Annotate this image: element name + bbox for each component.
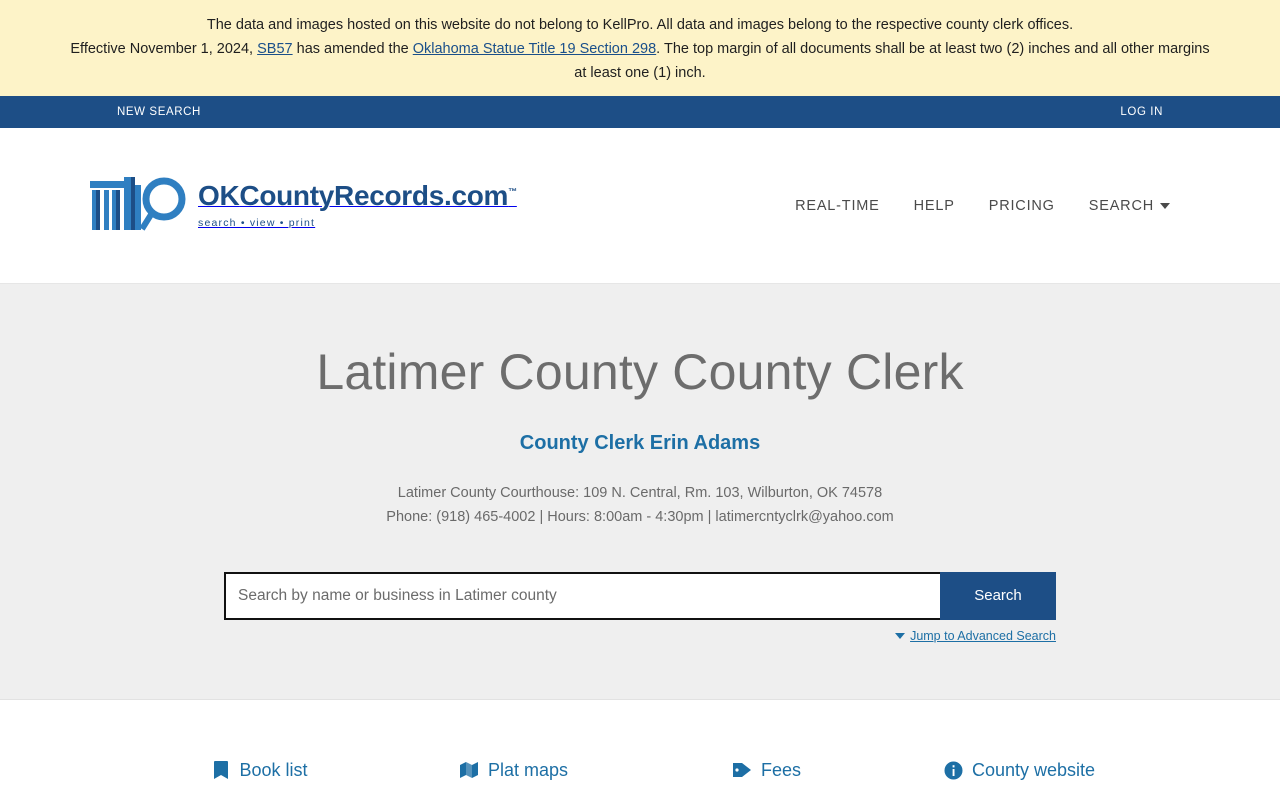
trademark-icon: ™ bbox=[508, 186, 517, 197]
main-navigation bbox=[795, 198, 1170, 214]
logo-tagline: search • view • print bbox=[198, 217, 316, 229]
county-hero-section bbox=[0, 284, 1280, 700]
quicklink-label: Plat maps bbox=[487, 759, 569, 780]
county-contact: Phone: (918) 465-4002 | Hours: 8:00am - 4:30pm | latimercntyclrk@yahoo.com bbox=[386, 508, 894, 525]
okcountyrecords-logo-icon bbox=[88, 173, 196, 239]
log-in-link[interactable]: LOG IN bbox=[1120, 106, 1163, 118]
quicklink-label: Book list bbox=[239, 759, 308, 780]
site-logo[interactable] bbox=[88, 173, 517, 239]
notice-line-2-post: . The top margin of all documents shall be at least two (2) inches and all other margins bbox=[656, 41, 1210, 57]
nav-search[interactable] bbox=[1089, 198, 1170, 214]
quicklink-county-website[interactable] bbox=[893, 760, 1146, 781]
tag-icon bbox=[732, 761, 752, 779]
sb57-link[interactable]: SB57 bbox=[257, 41, 293, 57]
info-icon bbox=[944, 761, 963, 780]
site-notice-banner bbox=[0, 0, 1280, 96]
logo-name bbox=[198, 180, 517, 211]
oklahoma-statute-link[interactable]: Oklahoma Statue Title 19 Section 298 bbox=[412, 41, 657, 57]
advanced-search-row bbox=[224, 629, 1056, 643]
logo-name-ok: OK bbox=[198, 180, 240, 211]
book-icon bbox=[213, 760, 230, 780]
notice-line-3: at least one (1) inch. bbox=[574, 65, 706, 81]
site-header bbox=[0, 128, 1280, 284]
notice-line-1: The data and images hosted on this website do not belong to KellPro. All data and images belong to the respective county clerk offices. bbox=[206, 17, 1074, 33]
new-search-link[interactable]: NEW SEARCH bbox=[117, 106, 201, 118]
logo-dotcom: .com bbox=[443, 180, 509, 211]
nav-pricing[interactable]: PRICING bbox=[988, 197, 1055, 214]
logo-wordmark bbox=[198, 182, 517, 229]
search-button[interactable]: Search bbox=[940, 572, 1056, 620]
chevron-down-icon bbox=[895, 633, 905, 639]
map-icon bbox=[459, 761, 479, 779]
page-title: Latimer County County Clerk bbox=[316, 344, 964, 400]
quicklink-book-list[interactable] bbox=[134, 760, 387, 781]
nav-real-time[interactable]: REAL-TIME bbox=[795, 197, 880, 214]
quicklink-label: County website bbox=[971, 759, 1096, 780]
notice-line-2-mid: has amended the bbox=[292, 41, 413, 57]
quicklink-label: Fees bbox=[760, 759, 802, 780]
top-utility-bar bbox=[0, 96, 1280, 128]
quicklink-plat-maps[interactable] bbox=[387, 760, 640, 781]
county-contact-block bbox=[0, 481, 1280, 529]
county-clerk-name: County Clerk Erin Adams bbox=[519, 431, 761, 454]
search-input[interactable] bbox=[224, 572, 940, 620]
quick-links-row bbox=[0, 700, 1280, 781]
search-bar bbox=[224, 572, 1056, 620]
jump-to-advanced-search-link[interactable]: Jump to Advanced Search bbox=[910, 628, 1056, 643]
chevron-down-icon bbox=[1160, 203, 1170, 209]
nav-help[interactable]: HELP bbox=[913, 197, 955, 214]
notice-line-2-pre: Effective November 1, 2024, bbox=[70, 41, 258, 57]
logo-name-rest: CountyRecords bbox=[239, 180, 444, 211]
quicklink-fees[interactable] bbox=[640, 760, 893, 781]
county-address: Latimer County Courthouse: 109 N. Central, Rm. 103, Wilburton, OK 74578 bbox=[397, 484, 883, 501]
notice-line-2 bbox=[10, 37, 1270, 61]
nav-search-label: SEARCH bbox=[1088, 197, 1154, 214]
